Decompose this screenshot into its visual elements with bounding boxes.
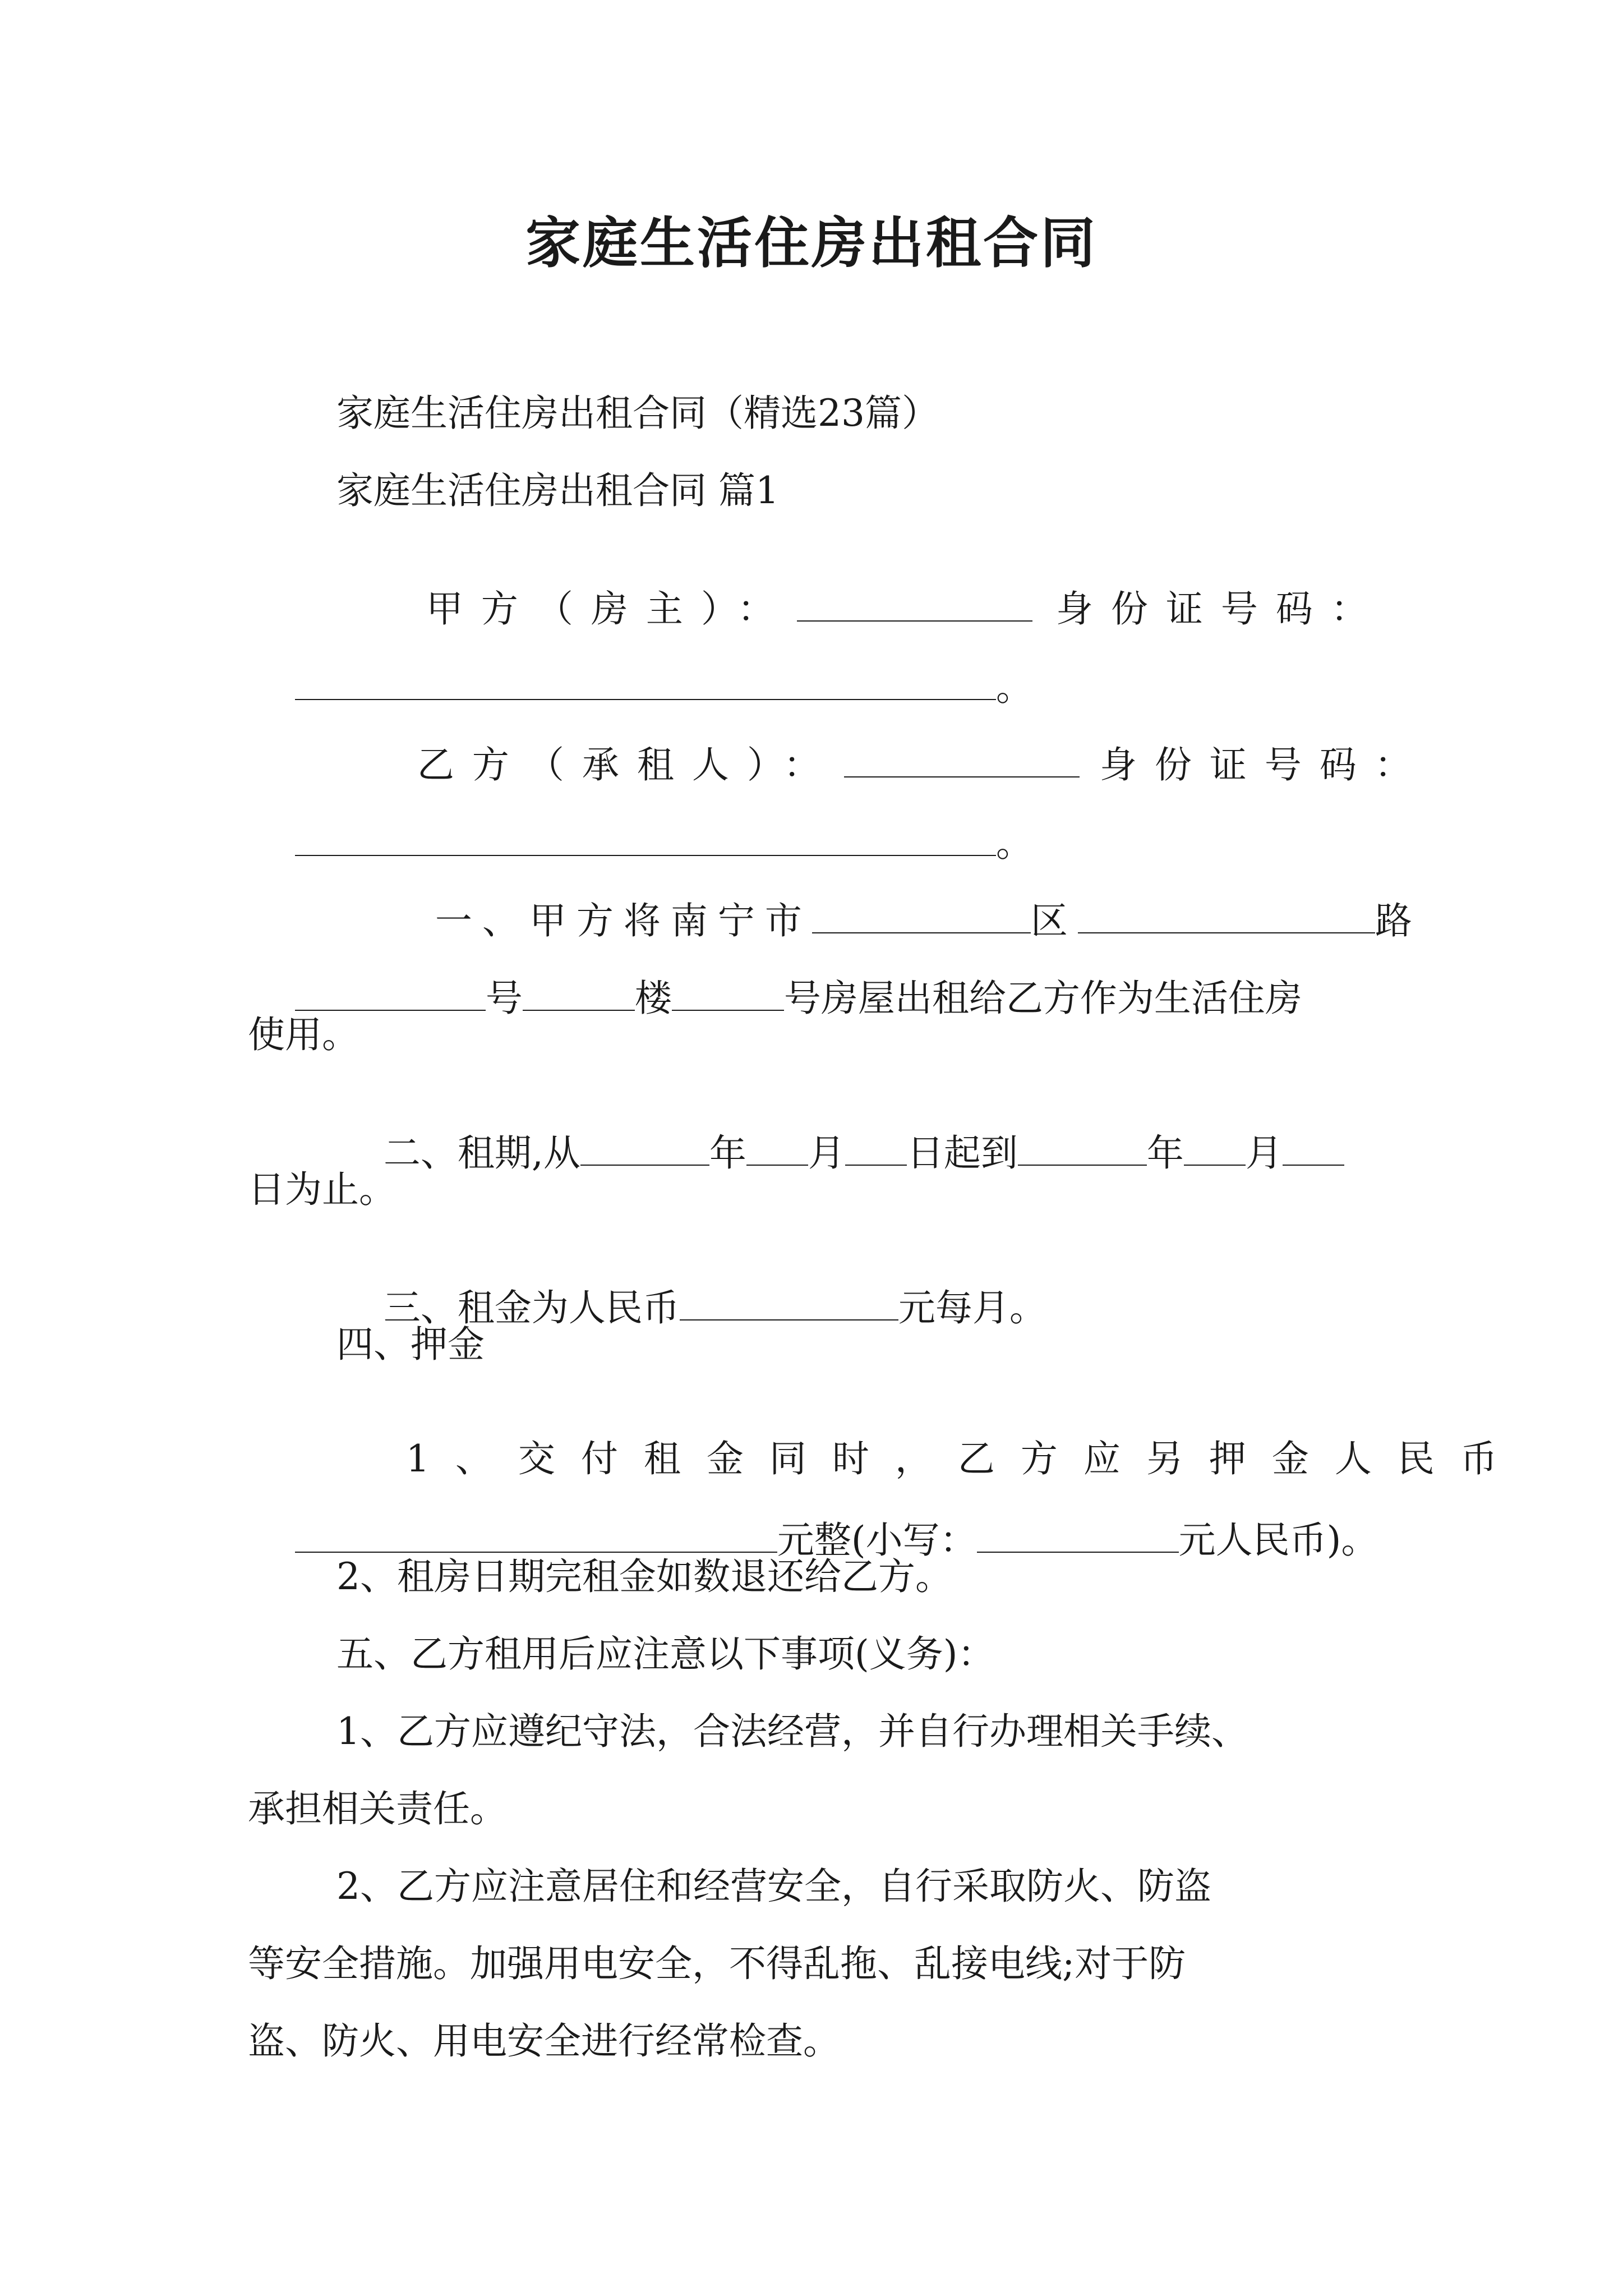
document-title: 家庭生活住房出租合同 [525,211,1098,275]
clause2-month: 月 [808,1131,845,1175]
clause2-month2: 月 [1245,1131,1283,1175]
clause3-text-2: 元每月。 [898,1286,1046,1329]
clause3-rent-blank[interactable] [680,1286,898,1320]
clause1-number-blank[interactable] [523,976,635,1011]
clause5-item1-line1: 1、乙方应遵纪守法，合法经营，并自行办理相关手续、 [336,1710,1248,1753]
clause3-text-1: 三、租金为人民币 [383,1286,680,1329]
clause2-year2: 年 [1146,1131,1184,1175]
clause1-line3: 使用。 [248,1013,359,1056]
clause1-line2 [248,939,1302,1054]
clause4-heading: 四、押金 [336,1323,485,1366]
clause5-item1-line2: 承担相关责任。 [248,1787,507,1830]
clause2-day-to-blank[interactable] [1283,1131,1344,1166]
party-b-label: 乙方（承租人）： [417,743,838,786]
clause4-item2: 2、租房日期完租金如数退还给乙方。 [336,1555,952,1598]
clause4-item1-text: 1、交付租金同时，乙方应另押金人民币 [405,1437,1523,1480]
clause1-text-2: 区 [1030,899,1078,942]
party-b-name-blank[interactable] [844,743,1080,777]
clause2-year: 年 [709,1131,746,1175]
clause2-year-to-blank[interactable] [1018,1131,1147,1166]
party-a-end: 。 [995,666,1033,709]
clause2-line1 [336,1094,1344,1209]
party-b-end: 。 [995,822,1033,865]
clause1-building-blank[interactable] [672,976,784,1011]
clause2-text-1: 二、租期,从 [383,1131,580,1175]
clause1-road-blank[interactable] [295,976,486,1011]
party-b-id-label: 身份证号码： [1099,743,1430,786]
clause5-item2-line1: 2、乙方应注意居住和经营安全，自行采取防火、防盗 [336,1865,1211,1908]
clause2-line2: 日为止。 [248,1168,396,1211]
clause1-text-6: 号房屋出租给乙方作为生活住房 [783,977,1302,1020]
clause2-month-to-blank[interactable] [1184,1131,1246,1166]
clause1-district-blank[interactable] [1078,899,1375,933]
subtitle: 家庭生活住房出租合同（精选23篇） [336,392,939,435]
clause1-text-3: 路 [1375,899,1422,942]
clause1-text-4: 号 [485,977,523,1020]
clause4-item1-text-c: 元人民币)。 [1178,1519,1378,1562]
clause2-month-from-blank[interactable] [746,1131,808,1166]
clause4-item1-text-b: 元整(小写： [777,1519,977,1562]
clause5-item2-line2: 等安全措施。加强用电安全，不得乱拖、乱接电线;对于防 [248,1942,1186,1985]
clause2-day-from-blank[interactable] [845,1131,907,1166]
party-a-label: 甲方（房主）： [426,587,792,631]
clause5-item2-line3: 盗、防火、用电安全进行经常检查。 [248,2019,840,2063]
clause2-year-from-blank[interactable] [580,1131,709,1166]
clause1-text-5: 楼 [634,977,672,1020]
party-b-id-blank[interactable] [295,821,996,856]
clause1-text-1: 一、甲方将南宁市 [435,899,812,942]
clause4-deposit-blank[interactable] [295,1518,777,1553]
clause5-heading: 五、乙方租用后应注意以下事项(义务)： [336,1632,995,1676]
clause2-day-from: 日起到 [906,1131,1018,1175]
section-heading: 家庭生活住房出租合同 篇1 [336,469,779,512]
party-a-id-label: 身份证号码： [1055,587,1386,631]
clause4-deposit-small-blank[interactable] [977,1518,1179,1553]
clause1-city-blank[interactable] [812,899,1031,933]
party-a-id-blank[interactable] [295,665,996,700]
party-a-name-blank[interactable] [797,587,1032,622]
